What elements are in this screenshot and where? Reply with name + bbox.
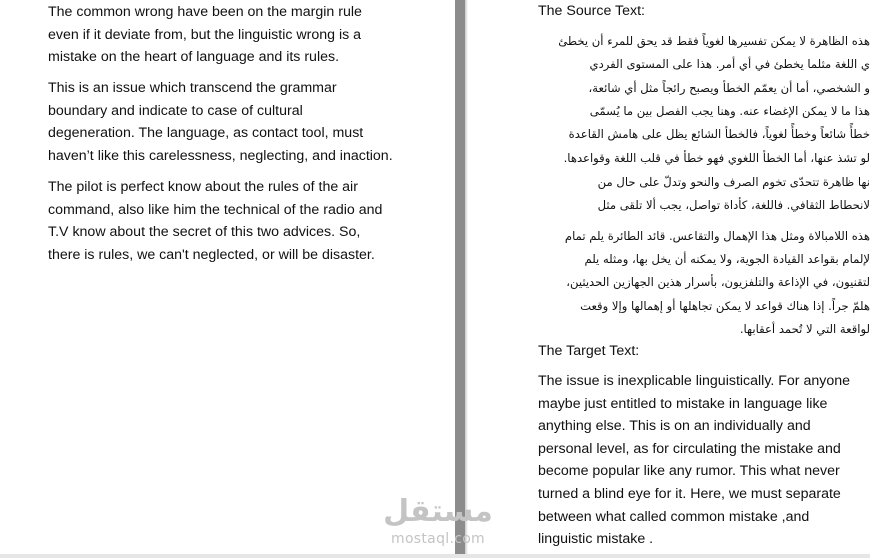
arabic-line: لانحطاط الثقافي. فاللغة، كأداة تواصل، يجب ألا تلقى مثل xyxy=(597,198,870,213)
left-paragraph-1: The common wrong have been on the margin rule even if it deviate from, but the linguistic wrong is a mistake on the heart of language and its rules. xyxy=(48,4,362,66)
page-gutter xyxy=(455,0,465,558)
arabic-line: لإلمام بقواعد القيادة الجوية، ولا يمكنه أن يخل بها، ومثله يلم xyxy=(584,252,870,267)
watermark-latin-text: mostaql.com xyxy=(391,531,485,547)
target-paragraph: The issue is inexplicable linguistically. For anyone maybe just entitled to mistake in language like anything else. This is on an individually and personal level, as for circulating the mistake and become popular like any rumor. This what never turned a blind eye for it. Here, we must separate between what called common mistake ,and linguistic mistake . xyxy=(538,373,851,548)
arabic-line: و الشخصي، أما أن يعمّم الخطأ ويصبح رائجاً مثل أي شائعة، xyxy=(588,81,870,95)
source-arabic-paragraph-1 xyxy=(538,30,870,76)
target-text-heading: The Target Text: xyxy=(538,343,640,359)
left-paragraph-2: This is an issue which transcend the grammar boundary and indicate to case of cultural degeneration. The language, as contact tool, must haven’t like this carelessness, neglecting, and inaction. xyxy=(48,80,393,165)
watermark-arabic-text: مستقل xyxy=(383,494,493,529)
arabic-line: لو تشذ عنها، أما الخطأ اللغوي فهو خطأ في قلب اللغة وقواعدها. xyxy=(563,150,870,165)
left-paragraph-3: The pilot is perfect know about the rules of the air command, also like him the technical of the radio and T.V know about the secret of this two advices. So, there is rules, we can't neglected, or will be disaster. xyxy=(48,179,383,263)
arabic-line: لتقنيون، في الإذاعة والتلفزيون، بأسرار هذين الجهازين الحديثين، xyxy=(566,275,870,290)
arabic-line: هذه اللامبالاة ومثل هذا الإهمال والتقاعس. قائد الطائرة يلم تمام xyxy=(564,229,870,243)
source-arabic-paragraph-4 xyxy=(538,225,870,341)
left-page-text xyxy=(48,1,393,275)
target-text-body xyxy=(538,370,863,551)
source-arabic-paragraph-3 xyxy=(538,171,870,217)
arabic-line: هلمّ جراً. إذا هناك قواعد لا يمكن تجاهلها أو إهمالها وإلا وقعت xyxy=(580,298,870,313)
arabic-line: هذه الظاهرة لا يمكن تفسيرها لغوياً فقط قد يحق للمرء أن يخطئ xyxy=(558,34,870,48)
source-text-heading: The Source Text: xyxy=(538,3,645,19)
bottom-divider xyxy=(0,554,870,558)
arabic-line: ي اللغة مثلما يخطئ في أي أمر. هذا على المستوى الفردي xyxy=(589,57,870,72)
arabic-line: خطأً شائعاً وخطأً لغوياً، فالخطأ الشائع يظل على هامش القاعدة xyxy=(568,127,870,142)
source-arabic-paragraph-2 xyxy=(538,77,870,170)
arabic-line: نها ظاهرة تتحدّى تخوم الصرف والنحو وتدلّ على حال من xyxy=(597,175,870,189)
arabic-line: لواقعة التي لا تُحمد أعقابها. xyxy=(739,321,870,336)
arabic-line: هذا ما لا يمكن الإغضاء عنه. وهنا يجب الفصل بين ما يُسمّى xyxy=(589,104,870,119)
